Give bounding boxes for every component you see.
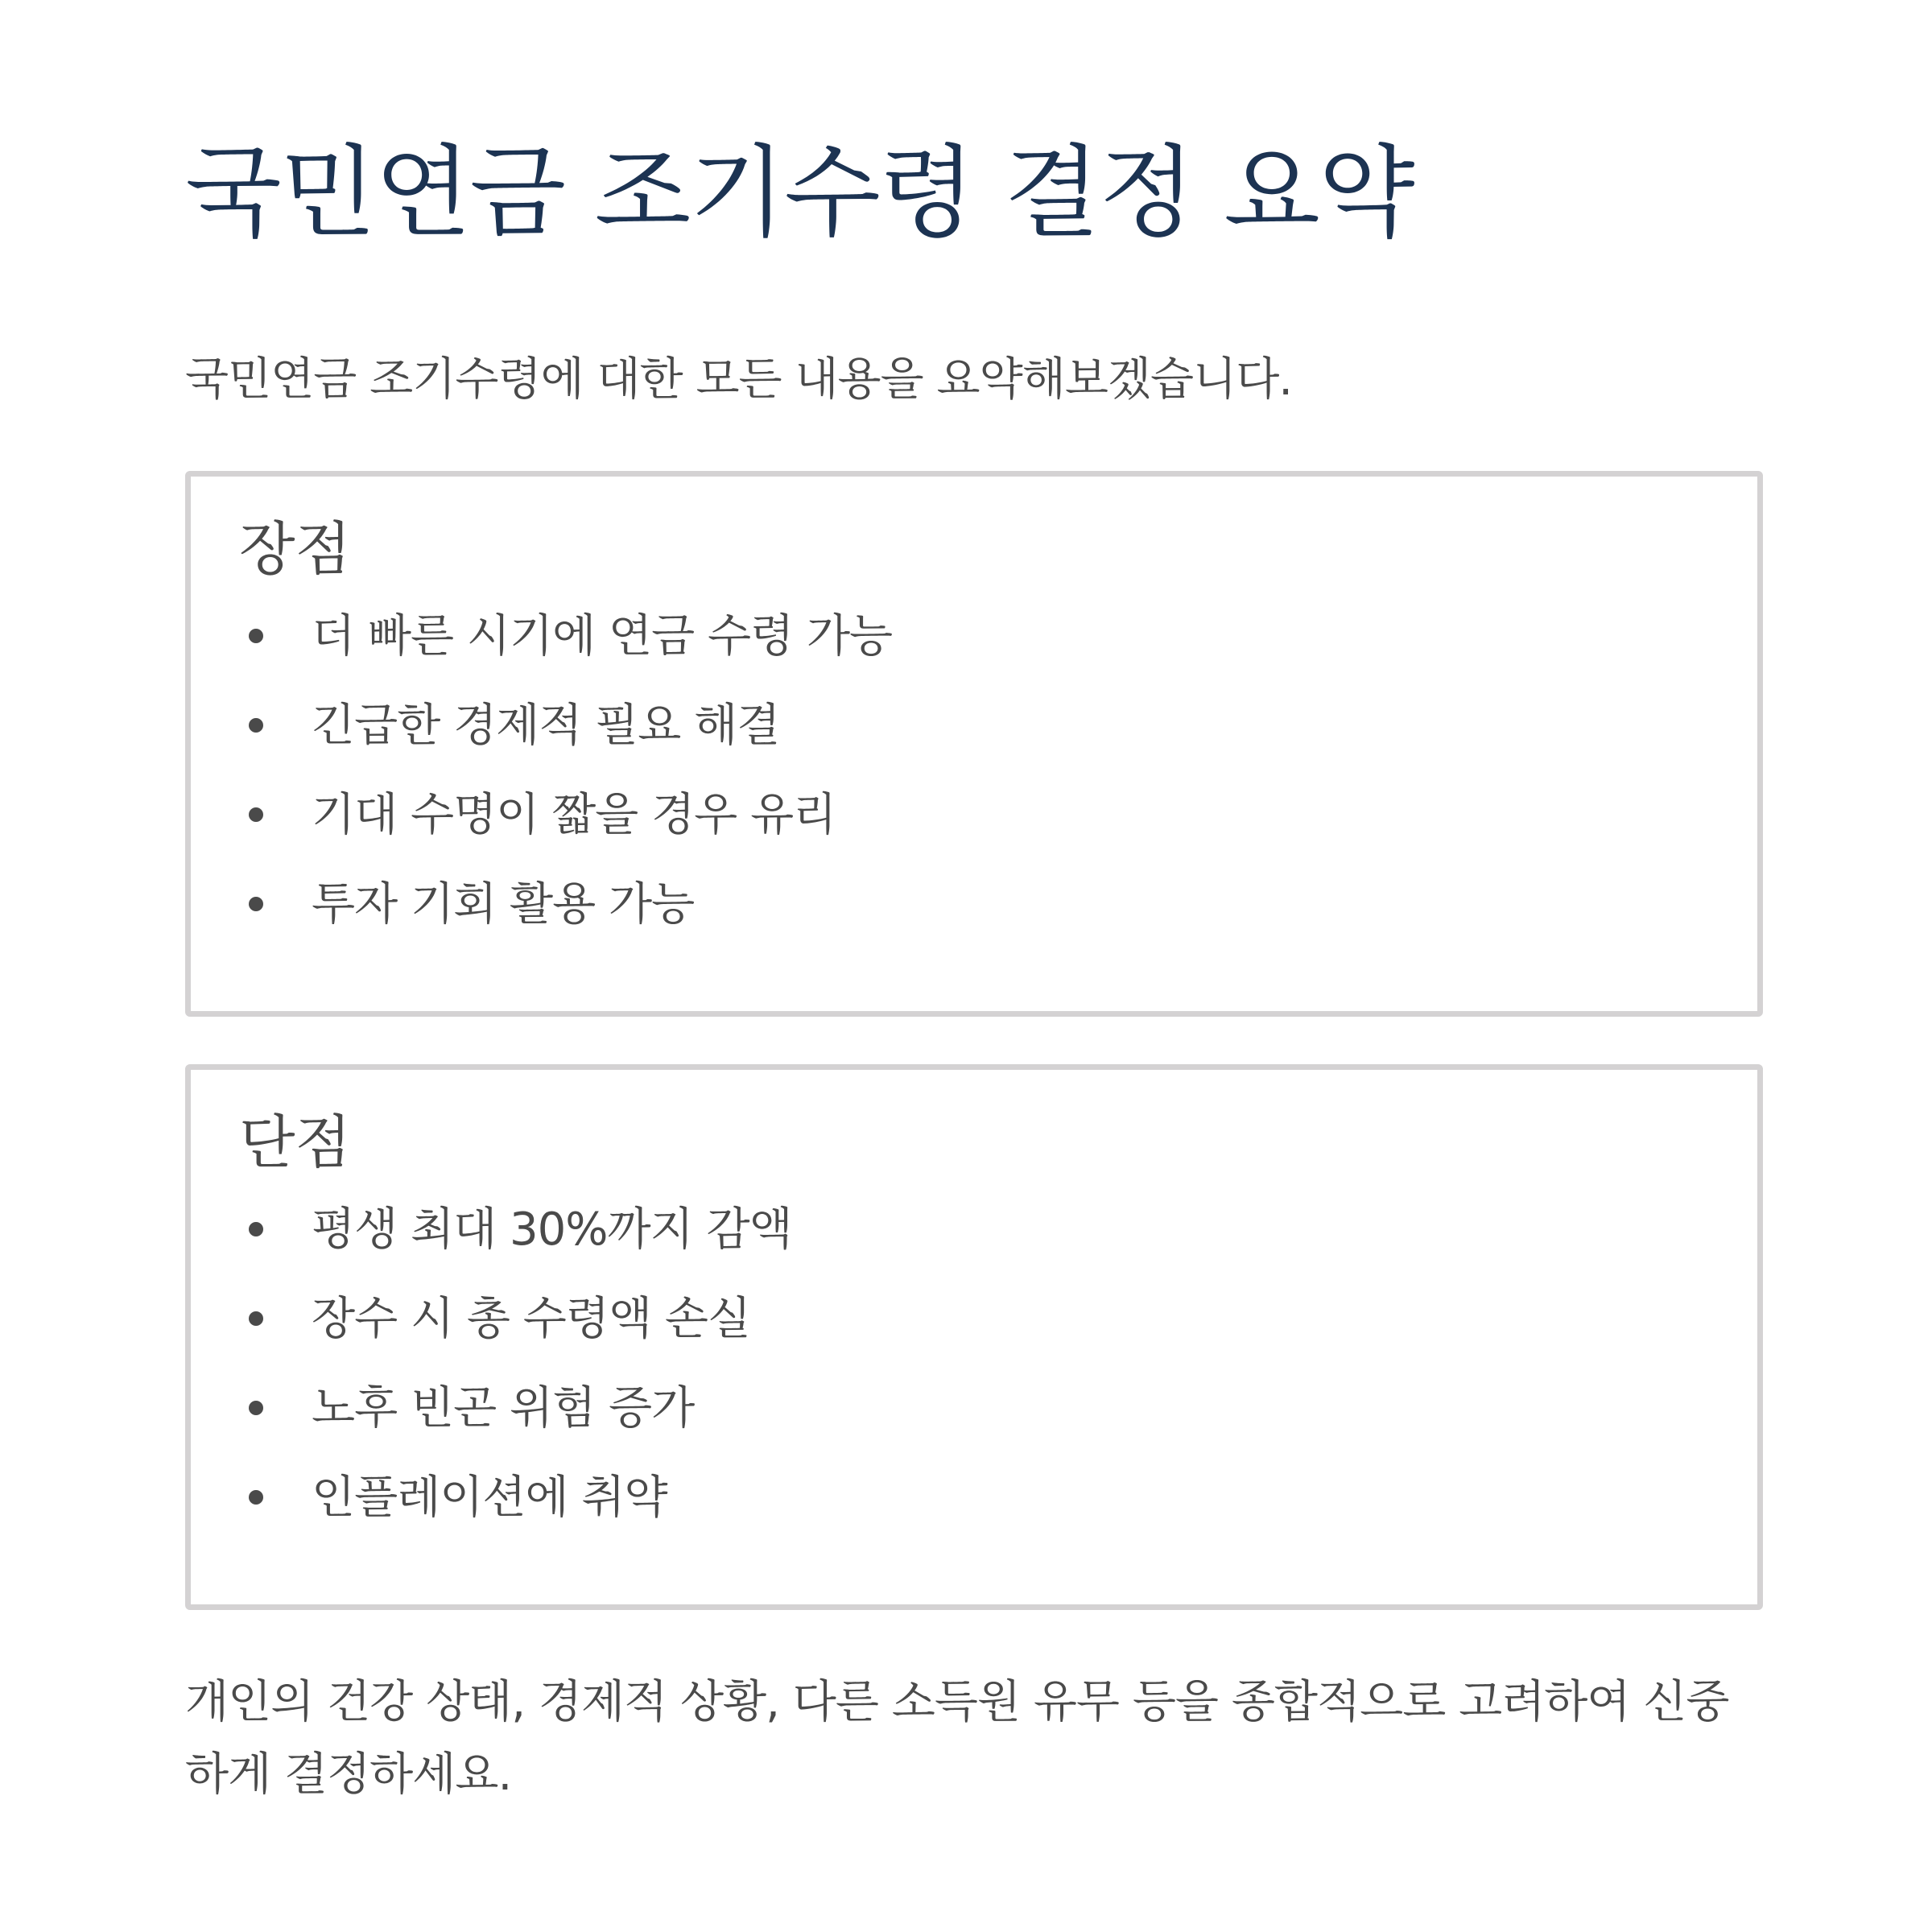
list-item-text: 장수 시 총 수령액 손실 [312,1293,751,1345]
list-item-text: 긴급한 경제적 필요 해결 [312,700,780,752]
list-item-text: 더 빠른 시기에 연금 수령 가능 [312,610,893,663]
list-item-text: 평생 최대 30%까지 감액 [312,1203,792,1256]
bullet-icon [249,629,263,643]
bullet-icon [249,807,263,822]
list-item-text: 기대 수명이 짧을 경우 유리 [312,789,836,841]
bullet-icon [249,897,263,911]
pros-card [185,471,1763,1017]
bullet-icon [249,1401,263,1415]
cons-heading: 단점 [239,1108,352,1176]
page-title: 국민연금 조기수령 결정 요약 [185,135,1414,251]
bullet-icon [249,1222,263,1236]
pros-heading: 장점 [239,515,352,583]
bullet-icon [249,1490,263,1505]
list-item-text: 인플레이션에 취약 [312,1472,667,1524]
bullet-icon [249,1311,263,1326]
cons-card [185,1064,1763,1610]
list-item-text: 투자 기회 활용 가능 [312,878,695,931]
list-item-text: 노후 빈곤 위험 증가 [312,1382,695,1435]
bullet-icon [249,718,263,733]
intro-paragraph: 국민연금 조기수령에 대한 모든 내용을 요약해보겠습니다. [185,353,1293,406]
conclusion-paragraph: 개인의 건강 상태, 경제적 상황, 다른 소득원 유무 등을 종합적으로 고려하여 신중하게 결정하세요. [185,1676,1729,1801]
